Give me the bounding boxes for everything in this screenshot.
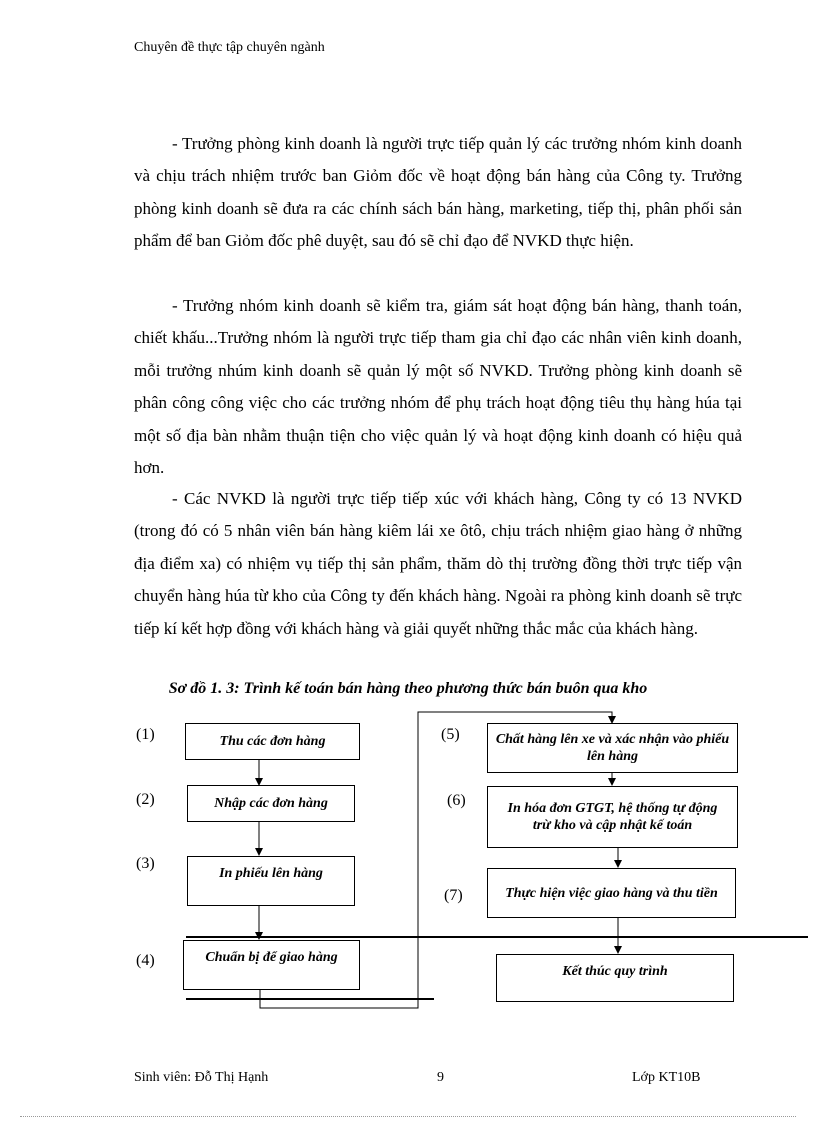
step-box-3: In phiếu lên hàng <box>187 856 355 906</box>
paragraph-sales-manager: - Trưởng phòng kinh doanh là người trực tiếp quản lý các trưởng nhóm kinh doanh và chịu trách nhiệm trước ban Giỏm đốc về hoạt động bán hàng của Công ty. Trưởng phòng kinh doanh sẽ đưa ra các chính sách bán hàng, marketing, tiếp thị, phân phối sản phẩm để ban Giỏm đốc phê duyệt, sau đó sẽ chỉ đạo để NVKD thực hiện. <box>134 134 742 251</box>
step-box-2: Nhập các đơn hàng <box>187 785 355 822</box>
paragraph-sales-staff: - Các NVKD là người trực tiếp tiếp xúc với khách hàng, Công ty có 13 NVKD (trong đó có 5 nhân viên bán hàng kiêm lái xe ôtô, chịu trách nhiệm giao hàng ở những địa điểm xa) có nhiệm vụ tiếp thị sản phẩm, thăm dò thị trường đồng thời trực tiếp vận chuyển hàng húa từ kho của Công ty đến khách hàng. Ngoài ra phòng kinh doanh sẽ trực tiếp kí kết hợp đồng với khách hàng và giải quyết những thắc mắc của khách hàng. <box>134 489 742 638</box>
step-box-7: Thực hiện việc giao hàng và thu tiền <box>487 868 736 918</box>
page-header: Chuyên đề thực tập chuyên ngành <box>134 40 325 55</box>
step-box-5: Chất hàng lên xe và xác nhận vào phiếu lên hàng <box>487 723 738 773</box>
footer-dotted-rule <box>20 1116 796 1117</box>
step-box-1: Thu các đơn hàng <box>185 723 360 760</box>
diagram-caption: Sơ đồ 1. 3: Trình kế toán bán hàng theo phương thức bán buôn qua kho <box>168 680 648 697</box>
diagram-rule-top <box>186 936 808 938</box>
step-box-6: In hóa đơn GTGT, hệ thống tự động trừ kho và cập nhật kế toán <box>487 786 738 848</box>
footer-class: Lớp KT10B <box>632 1070 701 1085</box>
step-number-3: (3) <box>136 855 155 872</box>
footer-page-number: 9 <box>437 1070 444 1085</box>
diagram-rule-bottom <box>186 998 434 1000</box>
step-number-2: (2) <box>136 791 155 808</box>
step-number-7: (7) <box>444 887 463 904</box>
end-box: Kết thúc quy trình <box>496 954 734 1002</box>
step-number-5: (5) <box>441 726 460 743</box>
step-box-4: Chuẩn bị để giao hàng <box>183 940 360 990</box>
step-number-4: (4) <box>136 952 155 969</box>
step-number-1: (1) <box>136 726 155 743</box>
footer-student: Sinh viên: Đỗ Thị Hạnh <box>134 1070 269 1085</box>
paragraph-team-leader: - Trưởng nhóm kinh doanh sẽ kiểm tra, giám sát hoạt động bán hàng, thanh toán, chiết khấu...Trưởng nhóm là người trực tiếp tham gia chỉ đạo các nhân viên kinh doanh, mỗi trưởng nhúm kinh doanh sẽ quản lý một số NVKD. Trưởng phòng kinh doanh sẽ phân công công việc cho các trưởng nhóm để phụ trách hoạt động tiêu thụ hàng húa tại một số địa bàn nhằm thuận tiện cho việc quản lý và hoạt động kinh doanh có hiệu quả hơn. <box>134 296 742 478</box>
step-number-6: (6) <box>447 792 466 809</box>
